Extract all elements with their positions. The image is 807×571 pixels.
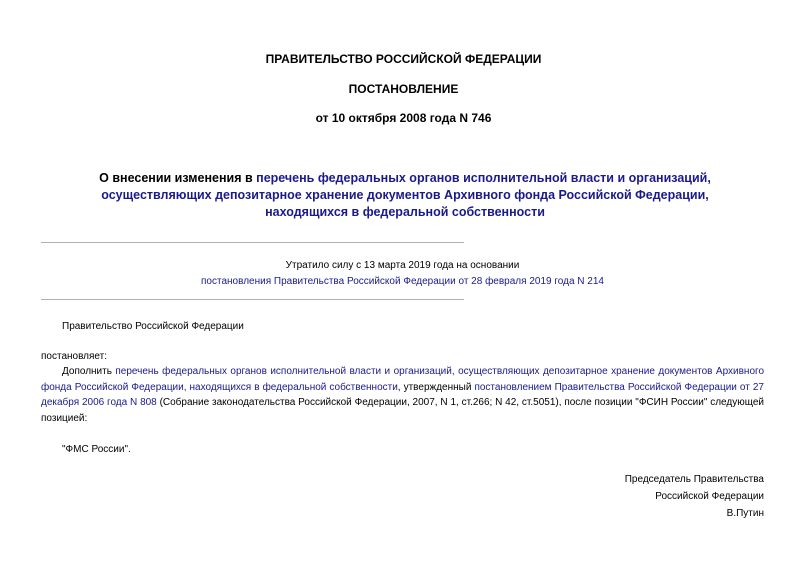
divider-bottom [41,299,464,300]
resolution-paragraph [41,364,764,426]
government-intro: Правительство Российской Федерации [62,321,244,332]
paragraph-end: (Собрание законодательства Российской Федерации, 2007, N 1, ст.266; N 42, ст.5051), после позиции "ФСИН России" следующей позицией: [41,397,764,424]
title-prefix: О внесении изменения в [99,171,257,185]
signature-block [464,471,764,522]
expiry-basis-link[interactable]: постановления Правительства Российской Федерации от 28 февраля 2019 года N 214 [201,276,604,287]
document-date-number: от 10 октября 2008 года N 746 [315,111,492,125]
paragraph-start: Дополнить [62,366,116,377]
document-type-heading: ПОСТАНОВЛЕНИЕ [348,82,459,96]
new-position-quote: "ФМС России". [62,444,131,455]
divider-top [41,242,464,243]
expiry-notice: Утратило силу с 13 марта 2019 года на основании [285,260,520,271]
title-list-link[interactable]: перечень федеральных органов исполнительной власти и организаций, осуществляющих депозитарное хранение документов Архивного фонда Российской Федерации, находящихся в федеральной собственности [101,171,711,219]
paragraph-middle: , утвержденный [397,381,475,393]
signature-title-line2: Российской Федерации [655,491,764,502]
list-link[interactable]: перечень федеральных органов исполнительной власти и организаций, осуществляющих депозитарное хранение документов Архивного фонда Российской Федерации, находящихся в федеральной собственности [41,366,764,393]
government-heading: ПРАВИТЕЛЬСТВО РОССИЙСКОЙ ФЕДЕРАЦИИ [265,52,542,66]
signatory-name: В.Путин [726,508,764,519]
signature-title-line1: Председатель Правительства [624,474,764,485]
resolves-label: постановляет: [41,351,108,362]
decree-808-link[interactable]: постановлением Правительства Российской Федерации от 27 декабря 2006 года N 808 [41,381,764,408]
document-title [60,170,750,221]
